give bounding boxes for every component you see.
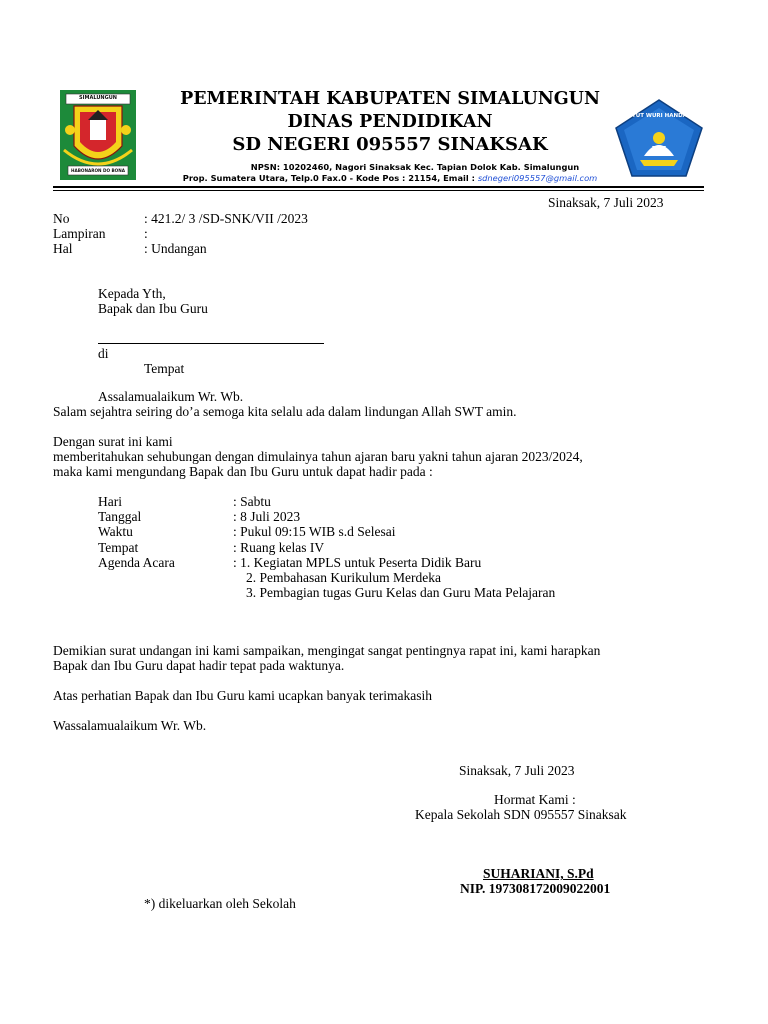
body-p2-line3: maka kami mengundang Bapak dan Ibu Guru untuk dapat hadir pada : <box>53 464 433 479</box>
body-p2-line2: memberitahukan sehubungan dengan dimulainya tahun ajaran baru yakni tahun ajaran 2023/2024, <box>53 449 583 464</box>
greeting: Assalamualaikum Wr. Wb. <box>98 389 244 404</box>
detail-label-hari: Hari <box>98 494 122 509</box>
logo-left-top-text: SIMALUNGUN <box>79 95 117 101</box>
detail-value-waktu: : Pukul 09:15 WIB s.d Selesai <box>233 524 396 539</box>
meta-label-hal: Hal <box>53 241 73 256</box>
recipient-line1: Kepada Yth, <box>98 286 166 301</box>
recipient-line2: Bapak dan Ibu Guru <box>98 301 208 316</box>
closing-p1-line2: Bapak dan Ibu Guru dapat hadir tepat pada waktunya. <box>53 658 345 673</box>
letter-date: Sinaksak, 7 Juli 2023 <box>548 195 664 210</box>
closing-p2: Atas perhatian Bapak dan Ibu Guru kami ucapkan banyak terimakasih <box>53 688 432 703</box>
closing-p1-line1: Demikian surat undangan ini kami sampaikan, mengingat sangat pentingnya rapat ini, kami harapkan <box>53 643 601 658</box>
letterhead-line3: SD NEGERI 095557 SINAKSAK <box>232 134 548 155</box>
signature-place-date: Sinaksak, 7 Juli 2023 <box>459 763 575 778</box>
detail-label-tempat: Tempat <box>98 540 139 555</box>
letterhead-rule-thick <box>53 186 704 188</box>
closing-p3: Wassalamualaikum Wr. Wb. <box>53 718 207 733</box>
signature-nip: NIP. 197308172009022001 <box>460 881 611 896</box>
agenda-item-3: 3. Pembagian tugas Guru Kelas dan Guru Mata Pelajaran <box>246 585 556 600</box>
detail-value-tempat: : Ruang kelas IV <box>233 540 325 555</box>
recipient-blank-line <box>98 343 324 344</box>
meta-value-lampiran: : <box>144 226 148 241</box>
address2-text: Prop. Sumatera Utara, Telp.0 Fax.0 - Kode Pos : 21154, Email : <box>182 173 478 183</box>
detail-value-tanggal: : 8 Juli 2023 <box>233 509 301 524</box>
meta-label-lampiran: Lampiran <box>53 226 106 241</box>
detail-label-tanggal: Tanggal <box>98 509 142 524</box>
detail-label-waktu: Waktu <box>98 524 133 539</box>
meta-label-no: No <box>53 211 70 226</box>
simalungun-logo <box>60 90 136 180</box>
agenda-item-2: 2. Pembahasan Kurikulum Merdeka <box>246 570 441 585</box>
email-link[interactable]: sdnegeri095557@gmail.com <box>477 173 598 183</box>
detail-value-hari: : Sabtu <box>233 494 271 509</box>
signature-regards: Hormat Kami : <box>494 792 576 807</box>
signature-name: SUHARIANI, S.Pd <box>483 866 594 881</box>
signature-position: Kepala Sekolah SDN 095557 Sinaksak <box>415 807 627 822</box>
letterhead-line2: DINAS PENDIDIKAN <box>287 112 493 132</box>
body-p2-line1: Dengan surat ini kami <box>53 434 173 449</box>
footnote: *) dikeluarkan oleh Sekolah <box>144 896 296 911</box>
recipient-di: di <box>98 346 109 361</box>
letterhead-rule-thin <box>53 190 704 191</box>
detail-label-agenda: Agenda Acara <box>98 555 175 570</box>
recipient-tempat: Tempat <box>144 361 185 376</box>
letterhead-address2 <box>140 173 640 183</box>
letterhead-address1: NPSN: 10202460, Nagori Sinaksak Kec. Tapian Dolok Kab. Simalungun <box>250 162 580 172</box>
letterhead-line1: PEMERINTAH KABUPATEN SIMALUNGUN <box>180 89 600 109</box>
meta-value-no: : 421.2/ 3 /SD-SNK/VII /2023 <box>144 211 308 226</box>
logo-left-bottom-text: HABONARON DO BONA <box>71 168 125 173</box>
detail-value-agenda: : 1. Kegiatan MPLS untuk Peserta Didik Baru <box>233 555 482 570</box>
meta-value-hal: : Undangan <box>144 241 207 256</box>
body-p1: Salam sejahtra seiring do’a semoga kita selalu ada dalam lindungan Allah SWT amin. <box>53 404 517 419</box>
logo-right-text: TUT WURI HANDAYANI <box>632 113 701 119</box>
